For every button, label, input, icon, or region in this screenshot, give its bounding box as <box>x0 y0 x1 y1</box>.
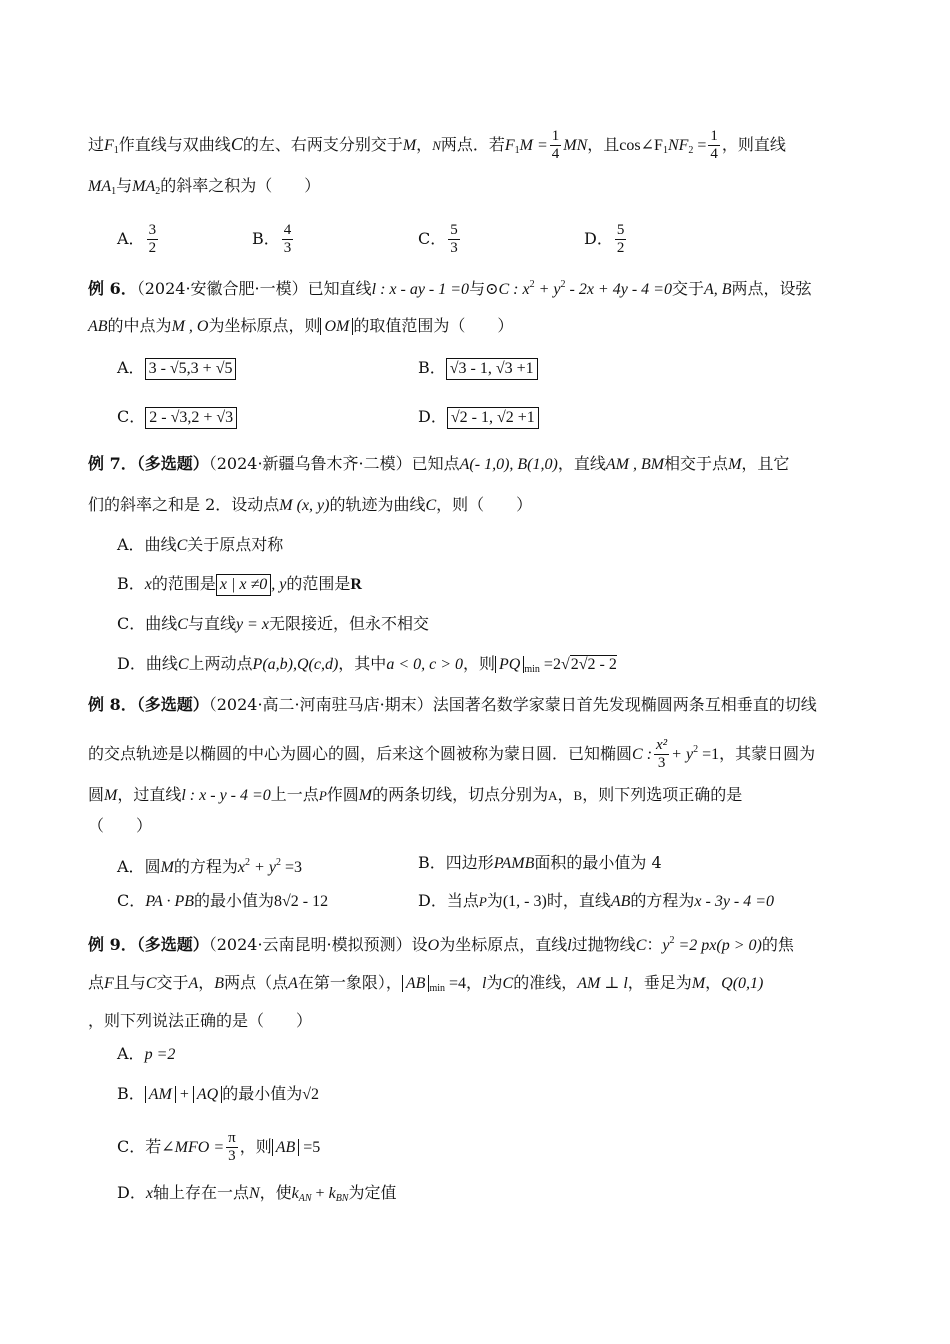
problem-text-line: 过$F_1$作直线与双曲线C的左、右两支分别交于M，N两点．若$F_1M$ = $\frac{1}{4}$ MN，且$\cos\angle F_1NF_2$ = $\frac{1}{4}$ ，则直线 <box>88 128 786 162</box>
question-type-tag: （多选题） <box>136 454 209 473</box>
fraction: $\frac{1}{4}$ <box>710 128 718 162</box>
option-d[interactable]: D． $\frac{5}{2}$ <box>584 222 625 256</box>
example-title: 例 8． <box>88 695 137 714</box>
example-9-question: 点F且与C交于A，B两点（点A在第一象限）， AB $_{min}$ =4，l为C的准线，AM ⊥ l，垂足为M，Q(0,1) <box>88 973 764 994</box>
example-8-question: 圆M，过直线l : x - y - 4 =0上一点P作圆M的两条切线，切点分别为A，B，则下列选项正确的是 <box>88 785 743 804</box>
fraction: $\frac{4}{3}$ <box>283 222 292 256</box>
example-9-question: 例 9．（多选题）（2024·云南昆明·模拟预测）设O为坐标原点，直线l过抛物线C：$y^2 =2$ px(p > 0)的焦 <box>88 935 794 954</box>
example-9-question: ，则下列说法正确的是（ ） <box>88 1011 313 1030</box>
option-c[interactable]: C．若∠MFO = $\frac{\pi}{3}$ ，则 AB =5 <box>117 1130 321 1164</box>
example-8-question: 例 8．（多选题）（2024·高二·河南驻马店·期末）法国著名数学家蒙日首先发现椭圆两条互相垂直的切线 <box>88 695 817 714</box>
example-7-question: 们的斜率之和是 2．设动点M (x, y)的轨迹为曲线C，则（ ） <box>88 495 533 514</box>
question-type-tag: （多选题） <box>136 695 209 714</box>
option-c[interactable]: C．曲线C与直线y = x无限接近，但永不相交 <box>117 614 429 633</box>
fraction: $\frac{5}{2}$ <box>616 222 625 256</box>
option-d[interactable]: D．当点P为(1, - 3)时，直线AB的方程为x - 3y - 4 =0 <box>418 891 775 910</box>
option-a[interactable]: A．圆M的方程为$x^2 + y^2 =3$ <box>117 857 302 876</box>
option-b[interactable]: B． AM + AQ 的最小值为√2 <box>117 1084 320 1103</box>
option-a[interactable]: A．曲线C关于原点对称 <box>117 535 284 554</box>
example-6-question: 例 6．（2024·安徽合肥·一模）已知直线l : x - ay - 1 =0与⊙C : $x^2 + y^2 - 2x + 4y - 4 =0$交于A, B两点，设弦 <box>88 279 812 298</box>
fraction: $\frac{\text{x²}}{3}$ <box>656 737 668 771</box>
option-a[interactable]: A．p =2 <box>117 1044 176 1063</box>
option-b[interactable]: B． $\frac{4}{3}$ <box>252 222 292 256</box>
fraction: $\frac{5}{3}$ <box>450 222 458 256</box>
example-title: 例 7． <box>88 454 137 473</box>
example-6-question: AB的中点为M , O为坐标原点，则 OM 的取值范围为（ ） <box>88 316 514 335</box>
option-d[interactable]: D． √2 - 1, √2 +1 <box>418 405 539 429</box>
example-8-question: （ ） <box>88 816 153 835</box>
fraction: $\frac{\pi}{3}$ <box>228 1130 236 1164</box>
option-b[interactable]: B．四边形PAMB面积的最小值为 4 <box>418 853 662 872</box>
example-title: 例 9． <box>88 935 137 954</box>
fraction: $\frac{1}{4}$ <box>551 128 560 162</box>
option-c[interactable]: C． 2 - √3,2 + √3 <box>117 405 237 429</box>
option-a[interactable]: A． $\frac{3}{2}$ <box>117 222 157 256</box>
option-d[interactable]: D．x轴上存在一点N，使$k_{AN} + k_{BN}$为定值 <box>117 1183 397 1204</box>
option-b[interactable]: B．x的范围是 x | x ≠0 , y的范围是R <box>117 572 362 597</box>
example-8-question: 的交点轨迹是以椭圆的中心为圆心的圆，后来这个圆被称为蒙日圆．已知椭圆C : $\frac{\text{x²}}{3}$ + $y^2 =1$，其蒙日圆为 <box>88 737 816 771</box>
option-c[interactable]: C．PA · PB的最小值为8√2 - 12 <box>117 891 329 910</box>
example-7-question: 例 7．（多选题）（2024·新疆乌鲁木齐·二模）已知点A(- 1,0), B(1,0)，直线AM , BM相交于点M，且它 <box>88 454 790 473</box>
option-b[interactable]: B． √3 - 1, √3 +1 <box>418 356 538 380</box>
option-d[interactable]: D．曲线C上两动点P(a,b),Q(c,d)，其中a < 0, c > 0，则 PQ $_{min}$ =2√2√2 - 2 <box>117 654 617 675</box>
example-title: 例 6． <box>88 279 137 298</box>
fraction: $\frac{3}{2}$ <box>148 222 157 256</box>
question-type-tag: （多选题） <box>136 935 209 954</box>
option-c[interactable]: C． $\frac{5}{3}$ <box>418 222 458 256</box>
problem-text-line: $MA_1$与$MA_2$的斜率之积为（ ） <box>88 176 321 197</box>
option-a[interactable]: A． 3 - √5,3 + √5 <box>117 356 236 380</box>
